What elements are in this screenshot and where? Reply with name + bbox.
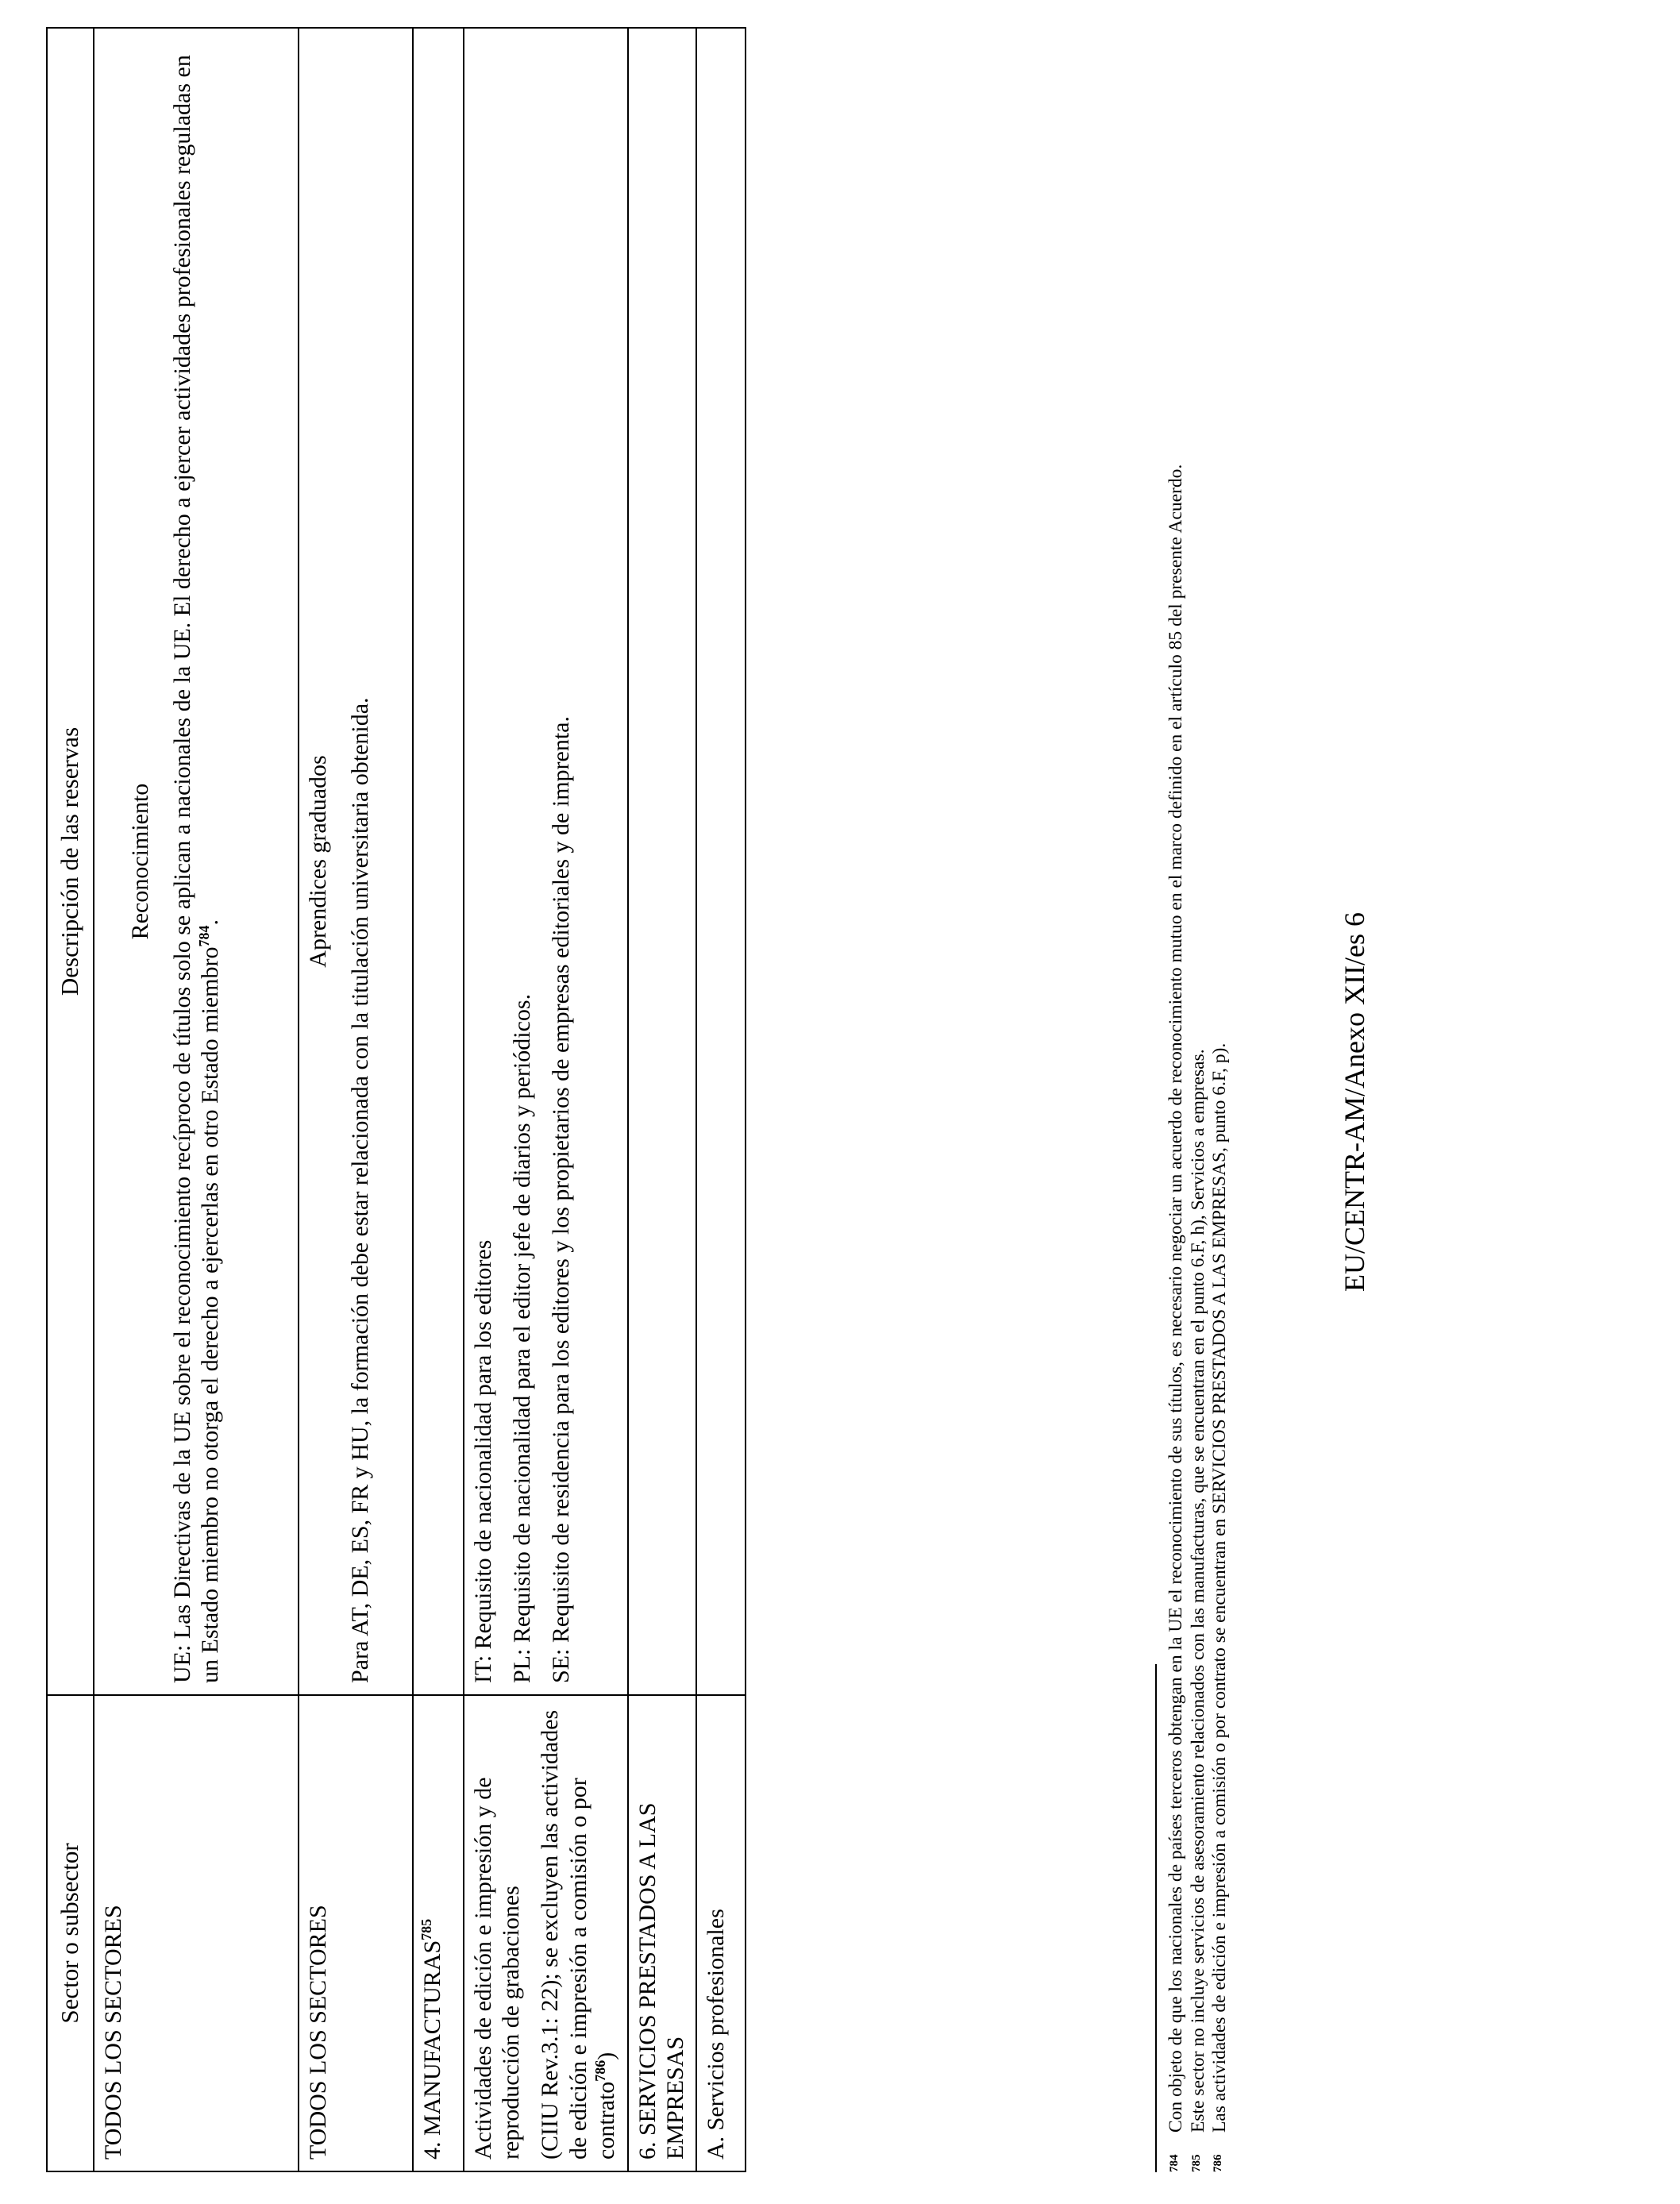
footnote-number: 784 (1168, 2154, 1181, 2172)
footnote (1209, 29, 1231, 2172)
description-text: UE: Las Directivas de la UE sobre el reconocimiento recíproco de títulos solo se aplican a nacionales de la UE. El derecho a ejercer actividades profesionales reguladas en un Estado miembro no otorga el derecho a ejercerlas en otro Estado miembro (168, 55, 224, 1683)
description-cell (464, 28, 628, 1695)
sector-cell (299, 1695, 413, 2171)
reservation-line: PL: Requisito de nacionalidad para el editor jefe de diarios y periódicos. (508, 993, 535, 1683)
footnote-reference[interactable]: 784 (196, 925, 213, 947)
table-row (696, 28, 746, 2171)
sector-text: 4. MANUFACTURAS (418, 1940, 445, 2160)
sector-text: TODOS LOS SECTORES (99, 1905, 126, 2160)
table-row (94, 28, 299, 2171)
page-footer: EU/CENTR-AM/Anexo XII/es 6 (1339, 912, 1370, 1292)
description-cell (413, 28, 464, 1695)
sector-cell (696, 1695, 746, 2171)
table-row (413, 28, 464, 2171)
reservation-line: SE: Requisito de residencia para los editores y los propietarios de empresas editoriales y de imprenta. (548, 716, 575, 1683)
sector-extra (536, 1707, 620, 2160)
description-heading: Reconocimiento (126, 783, 153, 940)
description-cell (628, 28, 697, 1695)
column-header-sector: Sector o subsector (47, 1695, 94, 2171)
description-cell (696, 28, 746, 1695)
description-paragraph (168, 40, 225, 1683)
footnotes (1166, 29, 1231, 2172)
footnote (1188, 29, 1210, 2172)
table-header-row (47, 28, 94, 2171)
description-cell (299, 28, 413, 1695)
sector-cell (94, 1695, 299, 2171)
sector-text: 6. SERVICIOS PRESTADOS A LAS EMPRESAS (634, 1802, 688, 2160)
table-row (464, 28, 628, 2171)
description-trailing: . (197, 919, 224, 926)
table-row (628, 28, 697, 2171)
sector-extra-text: (CIIU Rev.3.1: 22); se excluyen las actividades de edición e impresión a comisión o por contrato (537, 1709, 620, 2160)
sector-text: Actividades de edición e impresión y de reproducción de grabaciones (469, 1777, 524, 2160)
sector-cell (464, 1695, 628, 2171)
sector-cell (413, 1695, 464, 2171)
footnote-reference[interactable]: 785 (418, 1918, 434, 1940)
sector-extra-trailing: ) (593, 2052, 620, 2060)
reservation-line: IT: Requisito de nacionalidad para los editores (469, 1239, 496, 1683)
footnote-text: Este sector no incluye servicios de asesoramiento relacionados con las manufacturas, que se encuentran en el punto 6.F, h), Servicios a empresas. (1187, 1049, 1208, 2133)
footnote-reference[interactable]: 786 (592, 2060, 609, 2082)
description-heading: Aprendices graduados (304, 755, 331, 968)
footnote-number: 786 (1212, 2154, 1225, 2172)
footnote-text: Las actividades de edición e impresión a comisión o por contrato se encuentran en SERVICIOS PRESTADOS A LAS EMPRESAS, punto 6.F, p). (1209, 1042, 1231, 2133)
description-cell (94, 28, 299, 1695)
reservations-table (46, 27, 746, 2172)
table-row (299, 28, 413, 2171)
column-header-description: Descripción de las reservas (47, 28, 94, 1695)
footnote-text: Con objeto de que los nacionales de países terceros obtengan en la UE el reconocimiento de sus títulos, es necesario negociar un acuerdo de reconocimiento mutuo en el marco definido en el artículo 85 del presente Acuerdo. (1166, 464, 1186, 2133)
footnote-separator (1155, 1664, 1157, 2172)
footnote-number: 785 (1189, 2154, 1203, 2172)
description-text: Para AT, DE, ES, FR y HU, la formación debe estar relacionada con la titulación universitaria obtenida. (346, 697, 373, 1683)
sector-text: A. Servicios profesionales (703, 1909, 730, 2160)
sector-text: TODOS LOS SECTORES (304, 1905, 331, 2160)
footnote (1166, 29, 1188, 2172)
sector-cell (628, 1695, 697, 2171)
